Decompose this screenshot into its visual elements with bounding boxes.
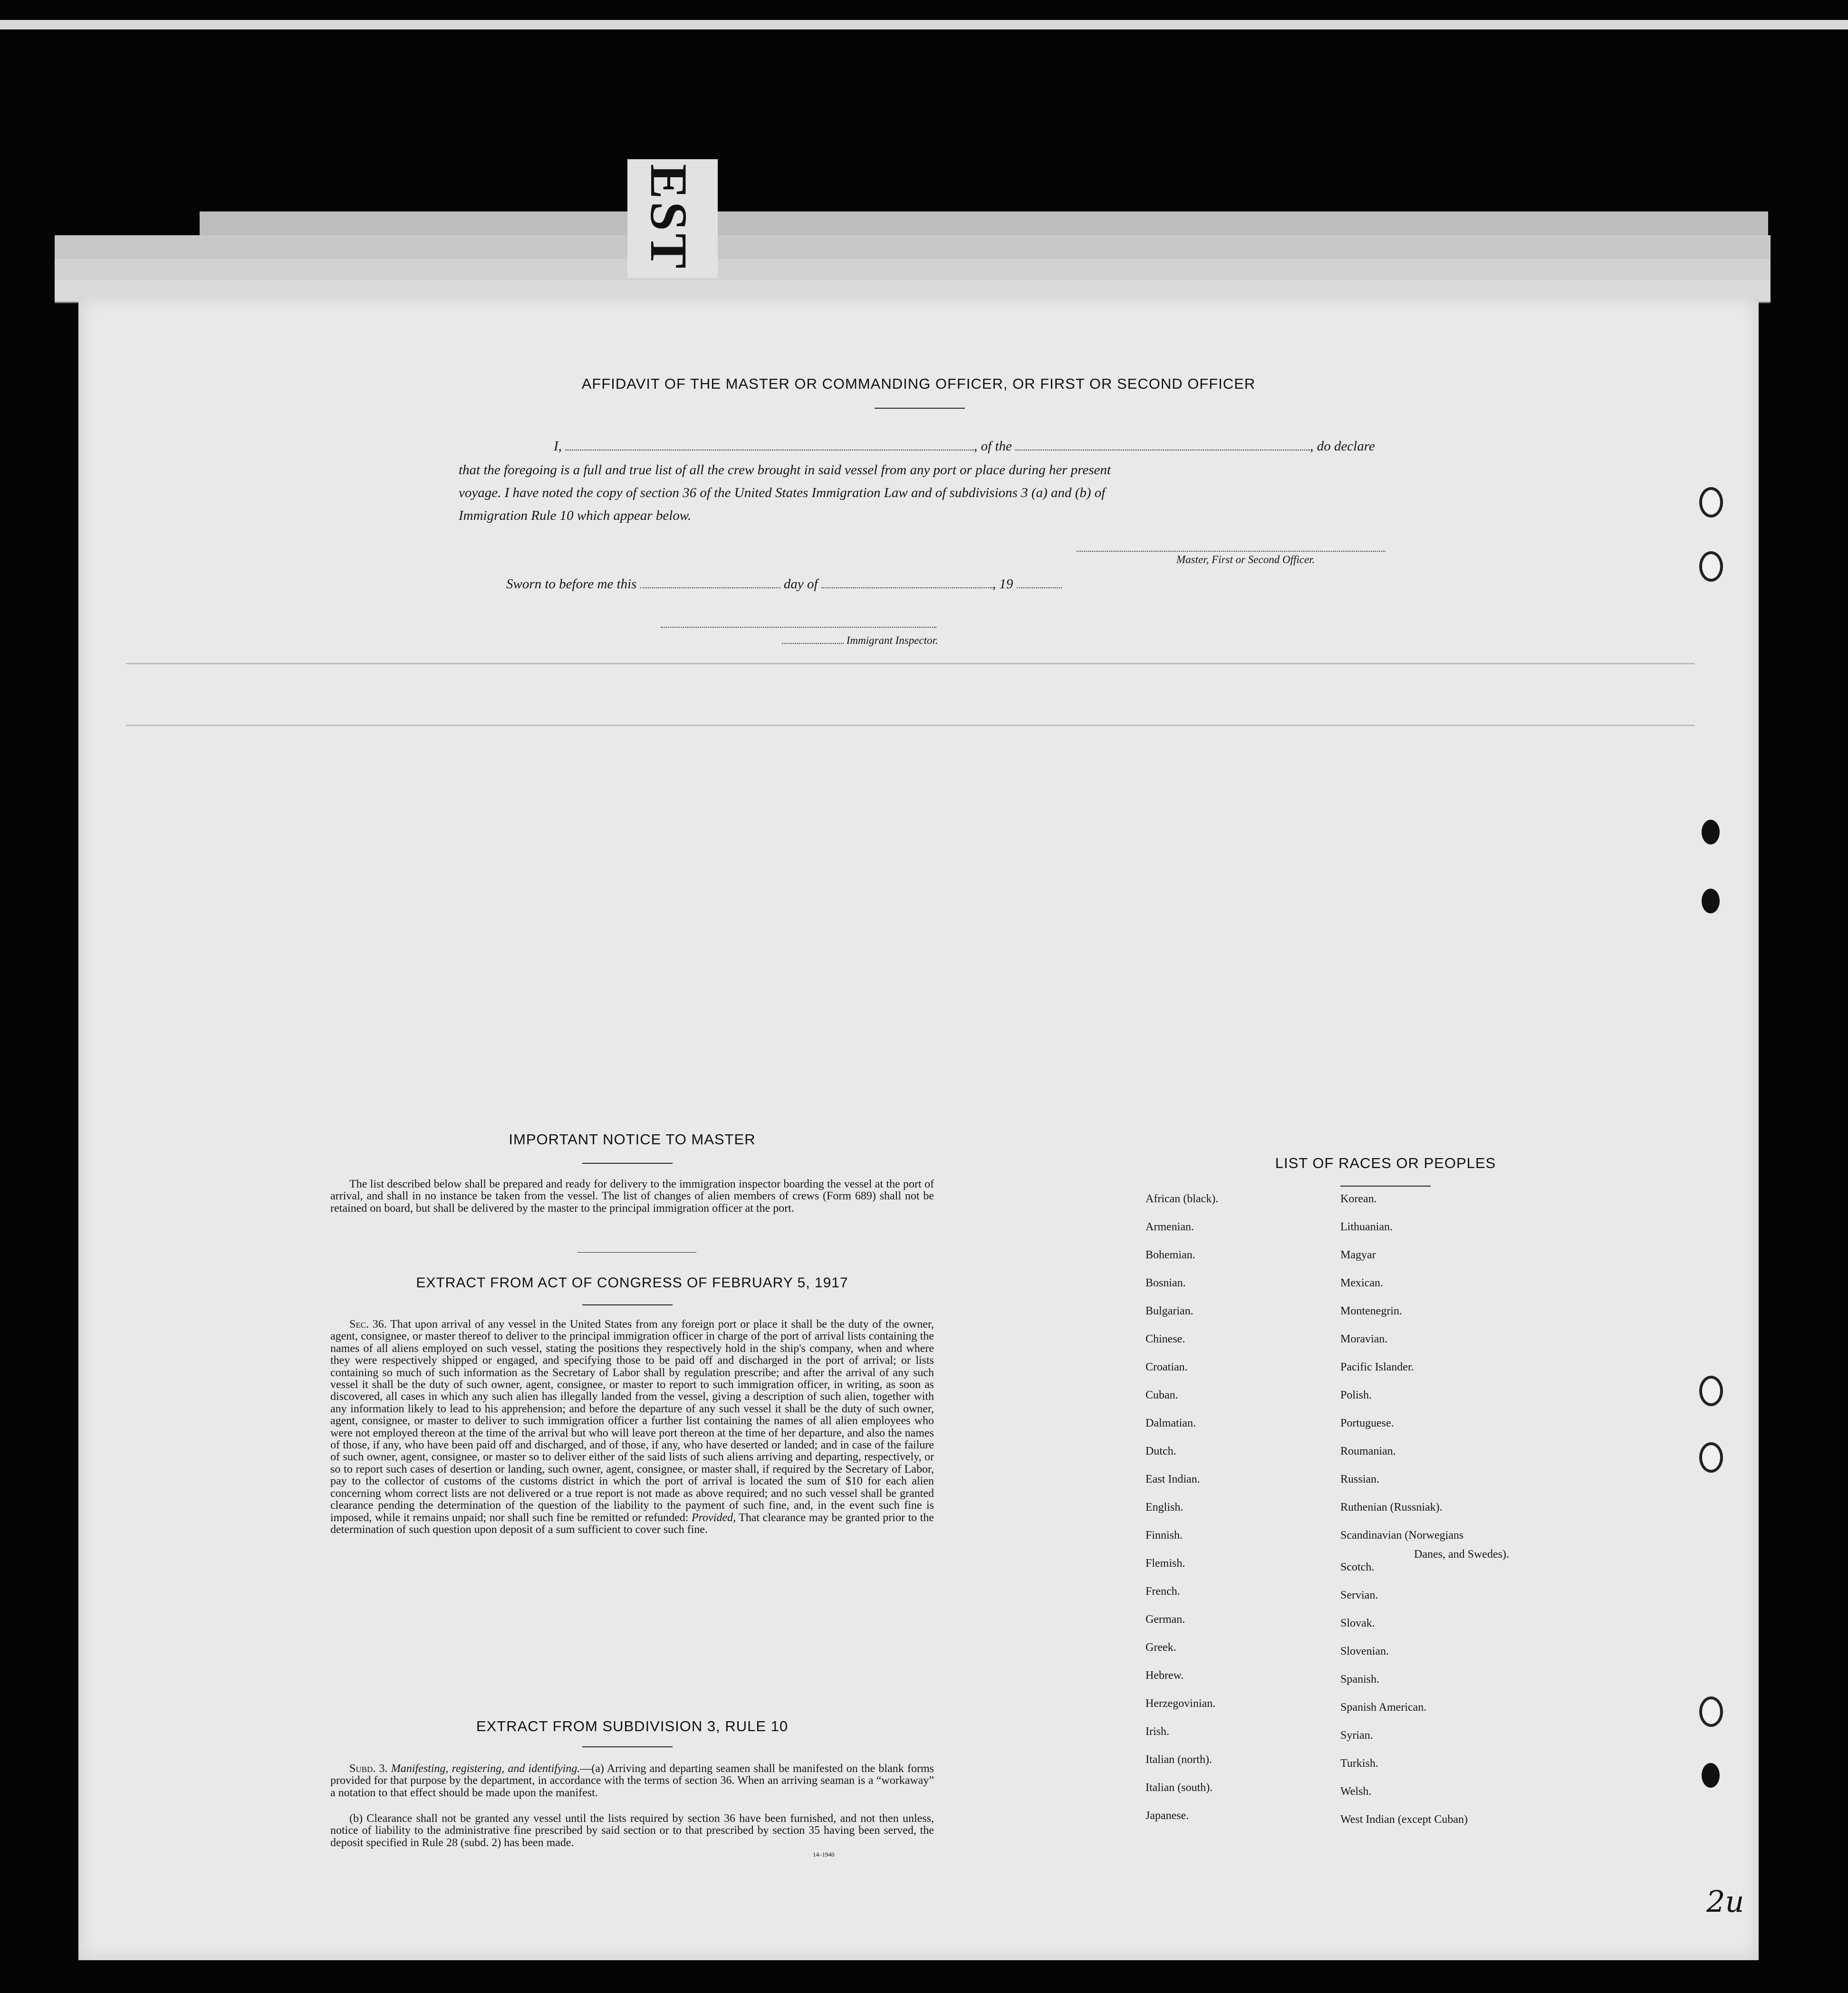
race-item: Russian. <box>1340 1473 1380 1485</box>
race-item: Turkish. <box>1340 1757 1378 1770</box>
race-item: Greek. <box>1145 1641 1176 1654</box>
race-item: English. <box>1145 1501 1184 1514</box>
race-item: Italian (south). <box>1145 1782 1213 1794</box>
sworn-day-field[interactable] <box>640 576 780 588</box>
section-divider <box>578 1252 696 1253</box>
race-item: Bohemian. <box>1145 1249 1195 1261</box>
race-item: Chinese. <box>1145 1333 1185 1345</box>
races-underline <box>1340 1186 1431 1187</box>
race-item: Italian (north). <box>1145 1753 1212 1766</box>
affidavit-line-3: voyage. I have noted the copy of section 36 of the United States Immigration Law and of subdivisions 3 (a) and (b) of <box>459 485 1106 500</box>
rule-underline <box>582 1746 673 1747</box>
binder-hole <box>1699 1442 1723 1473</box>
vessel-field[interactable] <box>1015 438 1310 450</box>
binder-hole <box>1699 1696 1723 1727</box>
notice-title: IMPORTANT NOTICE TO MASTER <box>509 1131 756 1148</box>
sworn-year-field[interactable] <box>1017 576 1062 588</box>
race-item: Servian. <box>1340 1589 1378 1601</box>
day-of-label: day of <box>783 576 818 592</box>
act-proviso-label: Provided, <box>691 1511 736 1524</box>
race-item: Roumanian. <box>1340 1445 1396 1457</box>
race-item: Bosnian. <box>1145 1277 1186 1289</box>
top-edge-strip <box>0 20 1848 29</box>
inspector-caption-line <box>782 634 938 647</box>
rule-subd-a <box>330 1763 934 1799</box>
race-item: Cuban. <box>1145 1389 1178 1401</box>
races-title: LIST OF RACES OR PEOPLES <box>1275 1155 1496 1171</box>
race-item: Herzegovinian. <box>1145 1697 1216 1710</box>
act-title: EXTRACT FROM ACT OF CONGRESS OF FEBRUARY 5, 1917 <box>416 1275 848 1291</box>
race-item: Welsh. <box>1340 1785 1372 1798</box>
race-item: Moravian. <box>1340 1333 1388 1345</box>
affidavit-line-4: Immigration Rule 10 which appear below. <box>459 508 692 523</box>
race-item: Syrian. <box>1340 1729 1373 1742</box>
inspector-caption: Immigrant Inspector. <box>846 634 938 646</box>
corner-mark: 2u <box>1706 1884 1744 1919</box>
race-item: Dalmatian. <box>1145 1417 1196 1429</box>
race-item: Finnish. <box>1145 1529 1183 1542</box>
signature-line[interactable] <box>1077 549 1386 552</box>
race-item: Irish. <box>1145 1725 1169 1738</box>
notice-text: The list described below shall be prepared and ready for delivery to the immigration inspector boarding the vessel at the port of arrival, and shall in no instance be taken from the vessel. The list of changes of alien members of crews (Form 689) shall not be retained on board, but shall be delivered by the master to the principal immigration officer at the port. <box>330 1178 934 1215</box>
race-item: Armenian. <box>1145 1221 1194 1233</box>
race-item: Mexican. <box>1340 1277 1383 1289</box>
race-item: Spanish American. <box>1340 1701 1427 1714</box>
act-sec-label: Sec. 36. <box>349 1318 387 1331</box>
signature-caption: Master, First or Second Officer. <box>1176 554 1315 565</box>
of-the-label: , of the <box>974 439 1012 454</box>
rule-title: EXTRACT FROM SUBDIVISION 3, RULE 10 <box>476 1718 789 1734</box>
race-item: Japanese. <box>1145 1810 1189 1822</box>
race-item: Scotch. <box>1340 1561 1375 1573</box>
race-item: Croatian. <box>1145 1361 1188 1373</box>
document-page <box>78 297 1759 1960</box>
rule-subd-b: (b) Clearance shall not be granted any vessel until the lists required by section 36 have been furnished, and not then unless, notice of liability to the administrative fine prescribed by said section or to that prescribed by section 35 having been served, the deposit specified in Rule 28 (subd. 2) has been made. <box>330 1812 934 1849</box>
inspector-signature-line[interactable] <box>661 625 936 628</box>
race-item: Polish. <box>1340 1389 1372 1401</box>
act-proviso-text: That clearance may be granted prior to the determination of such question upon deposit of a sum sufficient to cover such fine. <box>330 1511 934 1536</box>
race-item: Slovenian. <box>1340 1645 1389 1658</box>
bleed-through-line <box>126 725 1694 726</box>
sworn-line <box>506 573 1219 595</box>
race-item: Flemish. <box>1145 1557 1185 1570</box>
binder-hole <box>1702 820 1720 844</box>
folder-tab-text: EST <box>640 164 698 271</box>
declare-label: , do declare <box>1310 439 1375 454</box>
race-item: Pacific Islander. <box>1340 1361 1414 1373</box>
race-item: Ruthenian (Russniak). <box>1340 1501 1443 1514</box>
sworn-label: Sworn to before me this <box>506 576 637 592</box>
race-item: French. <box>1145 1585 1180 1598</box>
race-item: Scandinavian (Norwegians <box>1340 1529 1464 1542</box>
affidavit-title: AFFIDAVIT OF THE MASTER OR COMMANDING OFFICER, OR FIRST OR SECOND OFFICER <box>581 375 1256 392</box>
race-item: Bulgarian. <box>1145 1305 1194 1317</box>
race-item: Hebrew. <box>1145 1669 1184 1682</box>
rule-a-text: —(a) Arriving and departing seamen shall be manifested on the blank forms provided for that purpose by the department, in accordance with the terms of section 36. When an arriving seaman is a “workaway” a notation to that effect should be made upon the manifest. <box>330 1763 934 1799</box>
binder-hole <box>1702 1763 1720 1788</box>
rule-subd-label: Subd. 3. <box>349 1763 388 1775</box>
race-item: East Indian. <box>1145 1473 1200 1485</box>
race-item: Portuguese. <box>1340 1417 1394 1429</box>
act-body: That upon arrival of any vessel in the United States from any foreign port or place it shall be the duty of the owner, agent, consignee, or master thereof to deliver to the principal immigration officer in charge of the port of arrival lists containing the names of all aliens employed on such vessel, stating the positions they respectively hold in the ship's company, when and where they were respectively shipped or engaged, and specifying those to be paid off and discharged in the port of arrival; or lists containing so much of such information as the Secretary of Labor shall by regulation prescribe; and after the arrival of any such vessel it shall be the duty of such owner, agent, consignee, or master to report to such immigration officer, in writing, as soon as discovered, all cases in which any such alien has illegally landed from the vessel, giving a description of such alien, together with any information likely to lead to his apprehension; and before the departure of any such vessel it shall be the duty of such owner, agent, consignee, or master to deliver to such immigration officer a further list containing the names of all alien employees who were not employed thereon at the time of the arrival but who will leave port thereon at the time of her departure, and also the names of those, if any, who have been paid off and discharged, and of those, if any, who have deserted or landed; and in case of the failure of such owner, agent, consignee, or master so to deliver either of the said lists of such aliens arriving and departing, respectively, or so to report such cases of desertion or landing, such owner, agent, consignee, or master shall, if required by the Secretary of Labor, pay to the collector of customs of the customs district in which the port of arrival is located the sum of $10 for each alien concerning whom correct lists are not delivered or a true report is not made as above required; and no such vessel shall be granted clearance pending the determination of the question of the liability to the payment of such fine, and, in the event such fine is imposed, while it remains unpaid; nor shall such fine be remitted or refunded: <box>330 1318 934 1524</box>
binder-hole <box>1699 487 1723 517</box>
binder-hole <box>1699 1376 1723 1406</box>
form-number: 14–1940 <box>813 1851 835 1858</box>
race-item: German. <box>1145 1613 1185 1626</box>
race-item: West Indian (except Cuban) <box>1340 1813 1468 1826</box>
name-field[interactable] <box>565 438 974 450</box>
binder-hole <box>1699 551 1723 582</box>
race-item: Dutch. <box>1145 1445 1176 1457</box>
notice-underline <box>582 1163 673 1164</box>
race-item: Montenegrin. <box>1340 1305 1402 1317</box>
affidavit-line-1 <box>506 435 1471 458</box>
rule-subd-heading: Manifesting, registering, and identifying. <box>391 1763 580 1775</box>
race-item: Korean. <box>1340 1193 1377 1205</box>
act-underline <box>582 1304 673 1305</box>
race-item: Magyar <box>1340 1249 1376 1261</box>
race-item: Slovak. <box>1340 1617 1375 1629</box>
race-item: Spanish. <box>1340 1673 1380 1686</box>
year-label: , 19 <box>992 576 1013 592</box>
race-item: Lithuanian. <box>1340 1221 1393 1233</box>
title-underline <box>875 408 965 409</box>
race-item: African (black). <box>1145 1193 1219 1205</box>
inspector-name-field[interactable] <box>782 635 844 644</box>
sworn-month-field[interactable] <box>821 576 992 588</box>
act-text <box>330 1319 934 1536</box>
bleed-through-line <box>126 663 1694 664</box>
affidavit-line-2: that the foregoing is a full and true list of all the crew brought in said vessel from any port or place during her present <box>459 462 1111 478</box>
i-label: I, <box>554 439 562 454</box>
race-item-scandinavian-cont: Danes, and Swedes). <box>1414 1548 1509 1561</box>
binder-hole <box>1702 889 1720 913</box>
